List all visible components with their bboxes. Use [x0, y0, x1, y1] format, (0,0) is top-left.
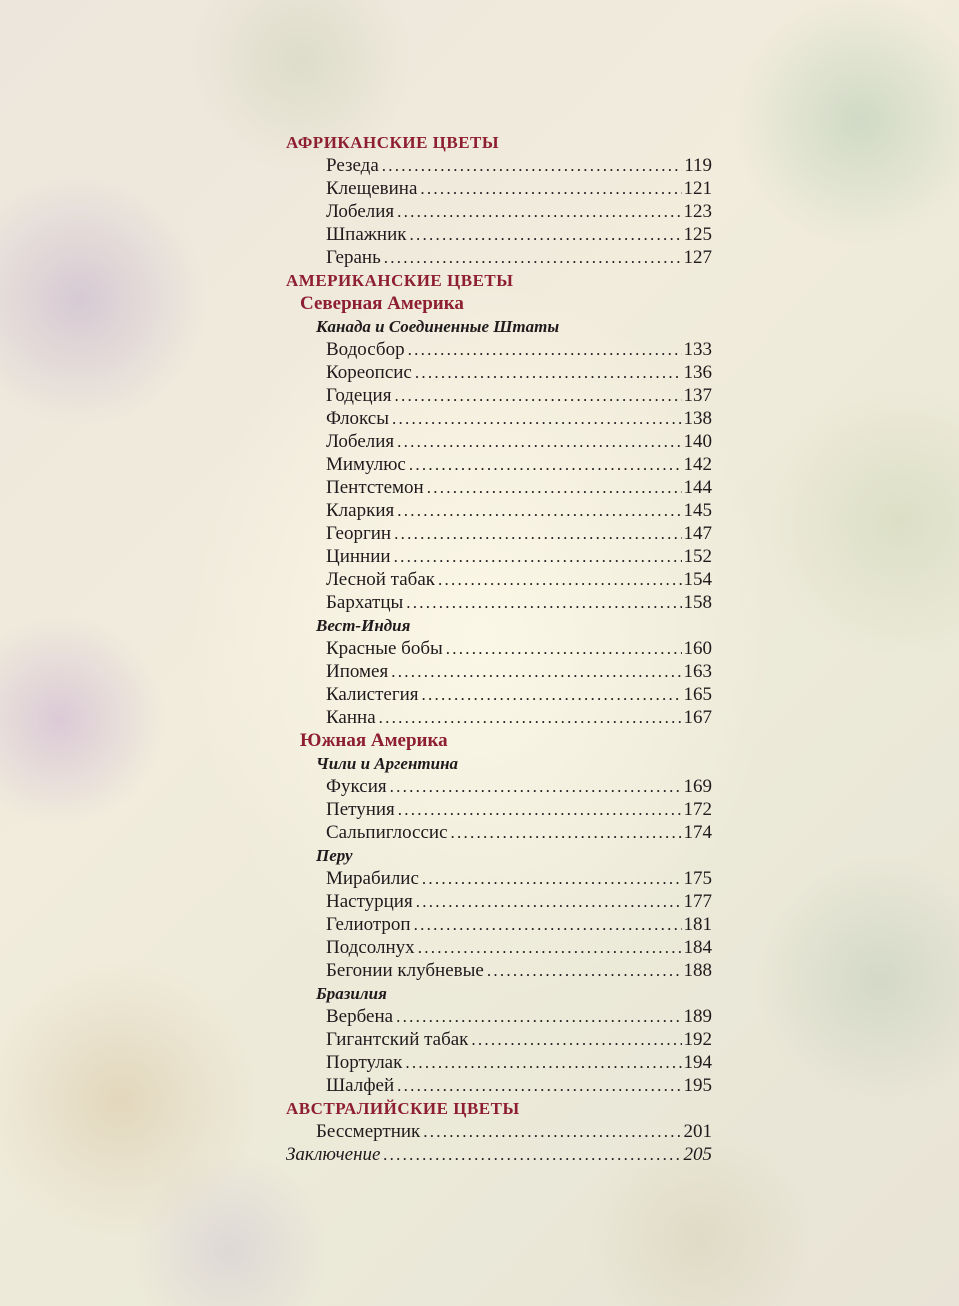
toc-entry[interactable] — [286, 1028, 712, 1051]
toc-entry[interactable] — [286, 177, 712, 200]
toc-entry-page: 140 — [683, 431, 712, 452]
toc-entry-name: Кореопсис — [326, 362, 412, 383]
leader-dots — [423, 1120, 681, 1143]
leader-dots — [438, 568, 682, 591]
toc-entry[interactable] — [286, 384, 712, 407]
leader-dots — [451, 821, 682, 844]
toc-entry[interactable] — [286, 913, 712, 936]
toc-entry-page: 133 — [683, 339, 712, 360]
leader-dots — [390, 775, 682, 798]
toc-entry-page: 188 — [683, 960, 712, 981]
leader-dots — [396, 1005, 681, 1028]
entries-west-indies — [286, 637, 712, 729]
toc-entry-name: Георгин — [326, 523, 392, 544]
toc-entry-page: 136 — [683, 362, 712, 383]
toc-entry-page: 123 — [683, 201, 712, 222]
leader-dots — [416, 890, 682, 913]
toc-entry[interactable] — [286, 683, 712, 706]
toc-entry[interactable] — [286, 936, 712, 959]
toc-entry-page: 194 — [683, 1052, 712, 1073]
toc-entry-page: 163 — [683, 661, 712, 682]
leader-dots — [397, 430, 681, 453]
leader-dots — [379, 706, 682, 729]
leader-dots — [415, 361, 682, 384]
toc-entry-name: Калистегия — [326, 684, 419, 705]
leader-dots — [394, 545, 682, 568]
toc-entry-name: Красные бобы — [326, 638, 443, 659]
subregion-heading-west-indies: Вест-Индия — [316, 616, 411, 635]
toc-entry[interactable] — [286, 430, 712, 453]
toc-entry-page: 144 — [683, 477, 712, 498]
toc-entry[interactable] — [286, 1005, 712, 1028]
toc-entry-page: 174 — [683, 822, 712, 843]
toc-entry-page: 177 — [683, 891, 712, 912]
leader-dots — [383, 1143, 681, 1166]
toc-entry-name: Шалфей — [326, 1075, 395, 1096]
leader-dots — [422, 683, 682, 706]
toc-entry-name: Бархатцы — [326, 592, 404, 613]
toc-entry-name: Канна — [326, 707, 376, 728]
toc-entry[interactable] — [286, 361, 712, 384]
subregion-heading-peru: Перу — [316, 846, 353, 865]
toc-entry-name: Вербена — [326, 1006, 394, 1027]
toc-entry-name: Шпажник — [326, 224, 407, 245]
toc-entry-name: Петуния — [326, 799, 395, 820]
toc-entry-page: 195 — [683, 1075, 712, 1096]
toc-entry-name: Настурция — [326, 891, 413, 912]
leader-dots — [408, 338, 682, 361]
toc-entry[interactable] — [286, 706, 712, 729]
toc-entry[interactable] — [286, 637, 712, 660]
toc-entry-page: 147 — [683, 523, 712, 544]
entries-chile-argentina — [286, 775, 712, 844]
toc-entry-page: 181 — [683, 914, 712, 935]
toc-entry-name: Лобелия — [326, 201, 395, 222]
toc-entry-page: 152 — [683, 546, 712, 567]
toc-entry-name: Ипомея — [326, 661, 389, 682]
toc-entry-page: 205 — [683, 1144, 712, 1165]
toc-entry-name: Подсолнух — [326, 937, 415, 958]
toc-entry-name: Резеда — [326, 155, 379, 176]
section-heading-american: АМЕРИКАНСКИЕ ЦВЕТЫ — [286, 271, 514, 290]
toc-entry[interactable] — [286, 154, 712, 177]
toc-entry-page: 158 — [683, 592, 712, 613]
toc-entry-page: 172 — [683, 799, 712, 820]
toc-entry-page: 138 — [683, 408, 712, 429]
toc-entry-page: 137 — [683, 385, 712, 406]
region-heading-north-america: Северная Америка — [300, 293, 464, 314]
toc-entry-name: Клещевина — [326, 178, 418, 199]
leader-dots — [397, 499, 681, 522]
toc-entry-conclusion[interactable] — [286, 1143, 712, 1166]
toc-entry-name: Флоксы — [326, 408, 390, 429]
toc-entry[interactable] — [286, 890, 712, 913]
leader-dots — [384, 246, 682, 269]
toc-entry-page: 189 — [683, 1006, 712, 1027]
toc-entry-name: Герань — [326, 247, 381, 268]
toc-entry-page: 127 — [683, 247, 712, 268]
entries-canada-usa — [286, 338, 712, 614]
toc-entry[interactable] — [286, 660, 712, 683]
entries-australian — [286, 1120, 712, 1143]
toc-entry-name: Циннии — [326, 546, 391, 567]
toc-entry-page: 142 — [683, 454, 712, 475]
toc-entry-name: Водосбор — [326, 339, 405, 360]
toc-entry-name: Лесной табак — [326, 569, 435, 590]
toc-entry-page: 145 — [683, 500, 712, 521]
toc-entry-name: Кларкия — [326, 500, 395, 521]
toc-entry-page: 121 — [683, 178, 712, 199]
leader-dots — [471, 1028, 681, 1051]
toc-entry-page: 184 — [683, 937, 712, 958]
toc-entry[interactable] — [286, 338, 712, 361]
leader-dots — [446, 637, 682, 660]
subregion-heading-chile-argentina: Чили и Аргентина — [316, 754, 459, 773]
toc-entry-name: Бессмертник — [316, 1121, 421, 1142]
toc-entry-page: 167 — [683, 707, 712, 728]
leader-dots — [409, 453, 682, 476]
leader-dots — [382, 154, 682, 177]
toc-entry[interactable] — [286, 246, 712, 269]
leader-dots — [414, 913, 682, 936]
toc-entry[interactable] — [286, 591, 712, 614]
entries-african — [286, 154, 712, 269]
toc-entry[interactable] — [286, 798, 712, 821]
leader-dots — [487, 959, 682, 982]
toc-entry-page: 160 — [683, 638, 712, 659]
toc-entry-name: Годеция — [326, 385, 392, 406]
toc-entry-page: 192 — [683, 1029, 712, 1050]
toc-entry-name: Бегонии клубневые — [326, 960, 484, 981]
toc-entry-name: Гелиотроп — [326, 914, 411, 935]
region-heading-south-america: Южная Америка — [300, 730, 448, 751]
toc-entry-page: 175 — [683, 868, 712, 889]
leader-dots — [418, 936, 682, 959]
toc-entry-page: 201 — [683, 1121, 712, 1142]
toc-entry[interactable] — [286, 476, 712, 499]
toc-entry[interactable] — [286, 1051, 712, 1074]
toc-entry[interactable] — [286, 200, 712, 223]
leader-dots — [394, 384, 681, 407]
toc-entry-name: Портулак — [326, 1052, 403, 1073]
section-heading-african: АФРИКАНСКИЕ ЦВЕТЫ — [286, 133, 500, 152]
toc-entry[interactable] — [286, 568, 712, 591]
toc-entry[interactable] — [286, 1120, 712, 1143]
toc-entry-name: Лобелия — [326, 431, 395, 452]
leader-dots — [391, 660, 681, 683]
entries-brazil — [286, 1005, 712, 1097]
toc-entry-page: 125 — [683, 224, 712, 245]
leader-dots — [405, 1051, 681, 1074]
leader-dots — [392, 407, 681, 430]
toc-entry-name: Заключение — [286, 1144, 381, 1165]
toc-entry[interactable] — [286, 522, 712, 545]
toc-entry[interactable] — [286, 223, 712, 246]
toc-entry[interactable] — [286, 545, 712, 568]
leader-dots — [422, 867, 682, 890]
subregion-heading-brazil: Бразилия — [316, 984, 387, 1003]
toc-entry[interactable] — [286, 499, 712, 522]
toc-entry[interactable] — [286, 407, 712, 430]
leader-dots — [394, 522, 681, 545]
toc-entry-name: Фуксия — [326, 776, 387, 797]
toc-entry-page: 165 — [683, 684, 712, 705]
toc-entry[interactable] — [286, 867, 712, 890]
toc-entry[interactable] — [286, 959, 712, 982]
leader-dots — [409, 223, 681, 246]
toc-entry-name: Пентстемон — [326, 477, 424, 498]
toc-entry[interactable] — [286, 1074, 712, 1097]
toc-entry-name: Мирабилис — [326, 868, 419, 889]
toc-entry-name: Сальпиглоссис — [326, 822, 448, 843]
leader-dots — [397, 200, 681, 223]
table-of-contents — [286, 131, 712, 1166]
toc-entry[interactable] — [286, 775, 712, 798]
toc-entry-page: 154 — [683, 569, 712, 590]
toc-entry[interactable] — [286, 453, 712, 476]
toc-entry[interactable] — [286, 821, 712, 844]
toc-entry-page: 169 — [683, 776, 712, 797]
subregion-heading-canada-usa: Канада и Соединенные Штаты — [316, 317, 560, 336]
leader-dots — [406, 591, 681, 614]
leader-dots — [397, 1074, 681, 1097]
section-heading-australian: АВСТРАЛИЙСКИЕ ЦВЕТЫ — [286, 1099, 520, 1118]
toc-entry-name: Гигантский табак — [326, 1029, 469, 1050]
toc-entry-name: Мимулюс — [326, 454, 406, 475]
entries-peru — [286, 867, 712, 982]
leader-dots — [398, 798, 682, 821]
leader-dots — [427, 476, 682, 499]
leader-dots — [420, 177, 681, 200]
toc-entry-page: 119 — [684, 155, 712, 176]
